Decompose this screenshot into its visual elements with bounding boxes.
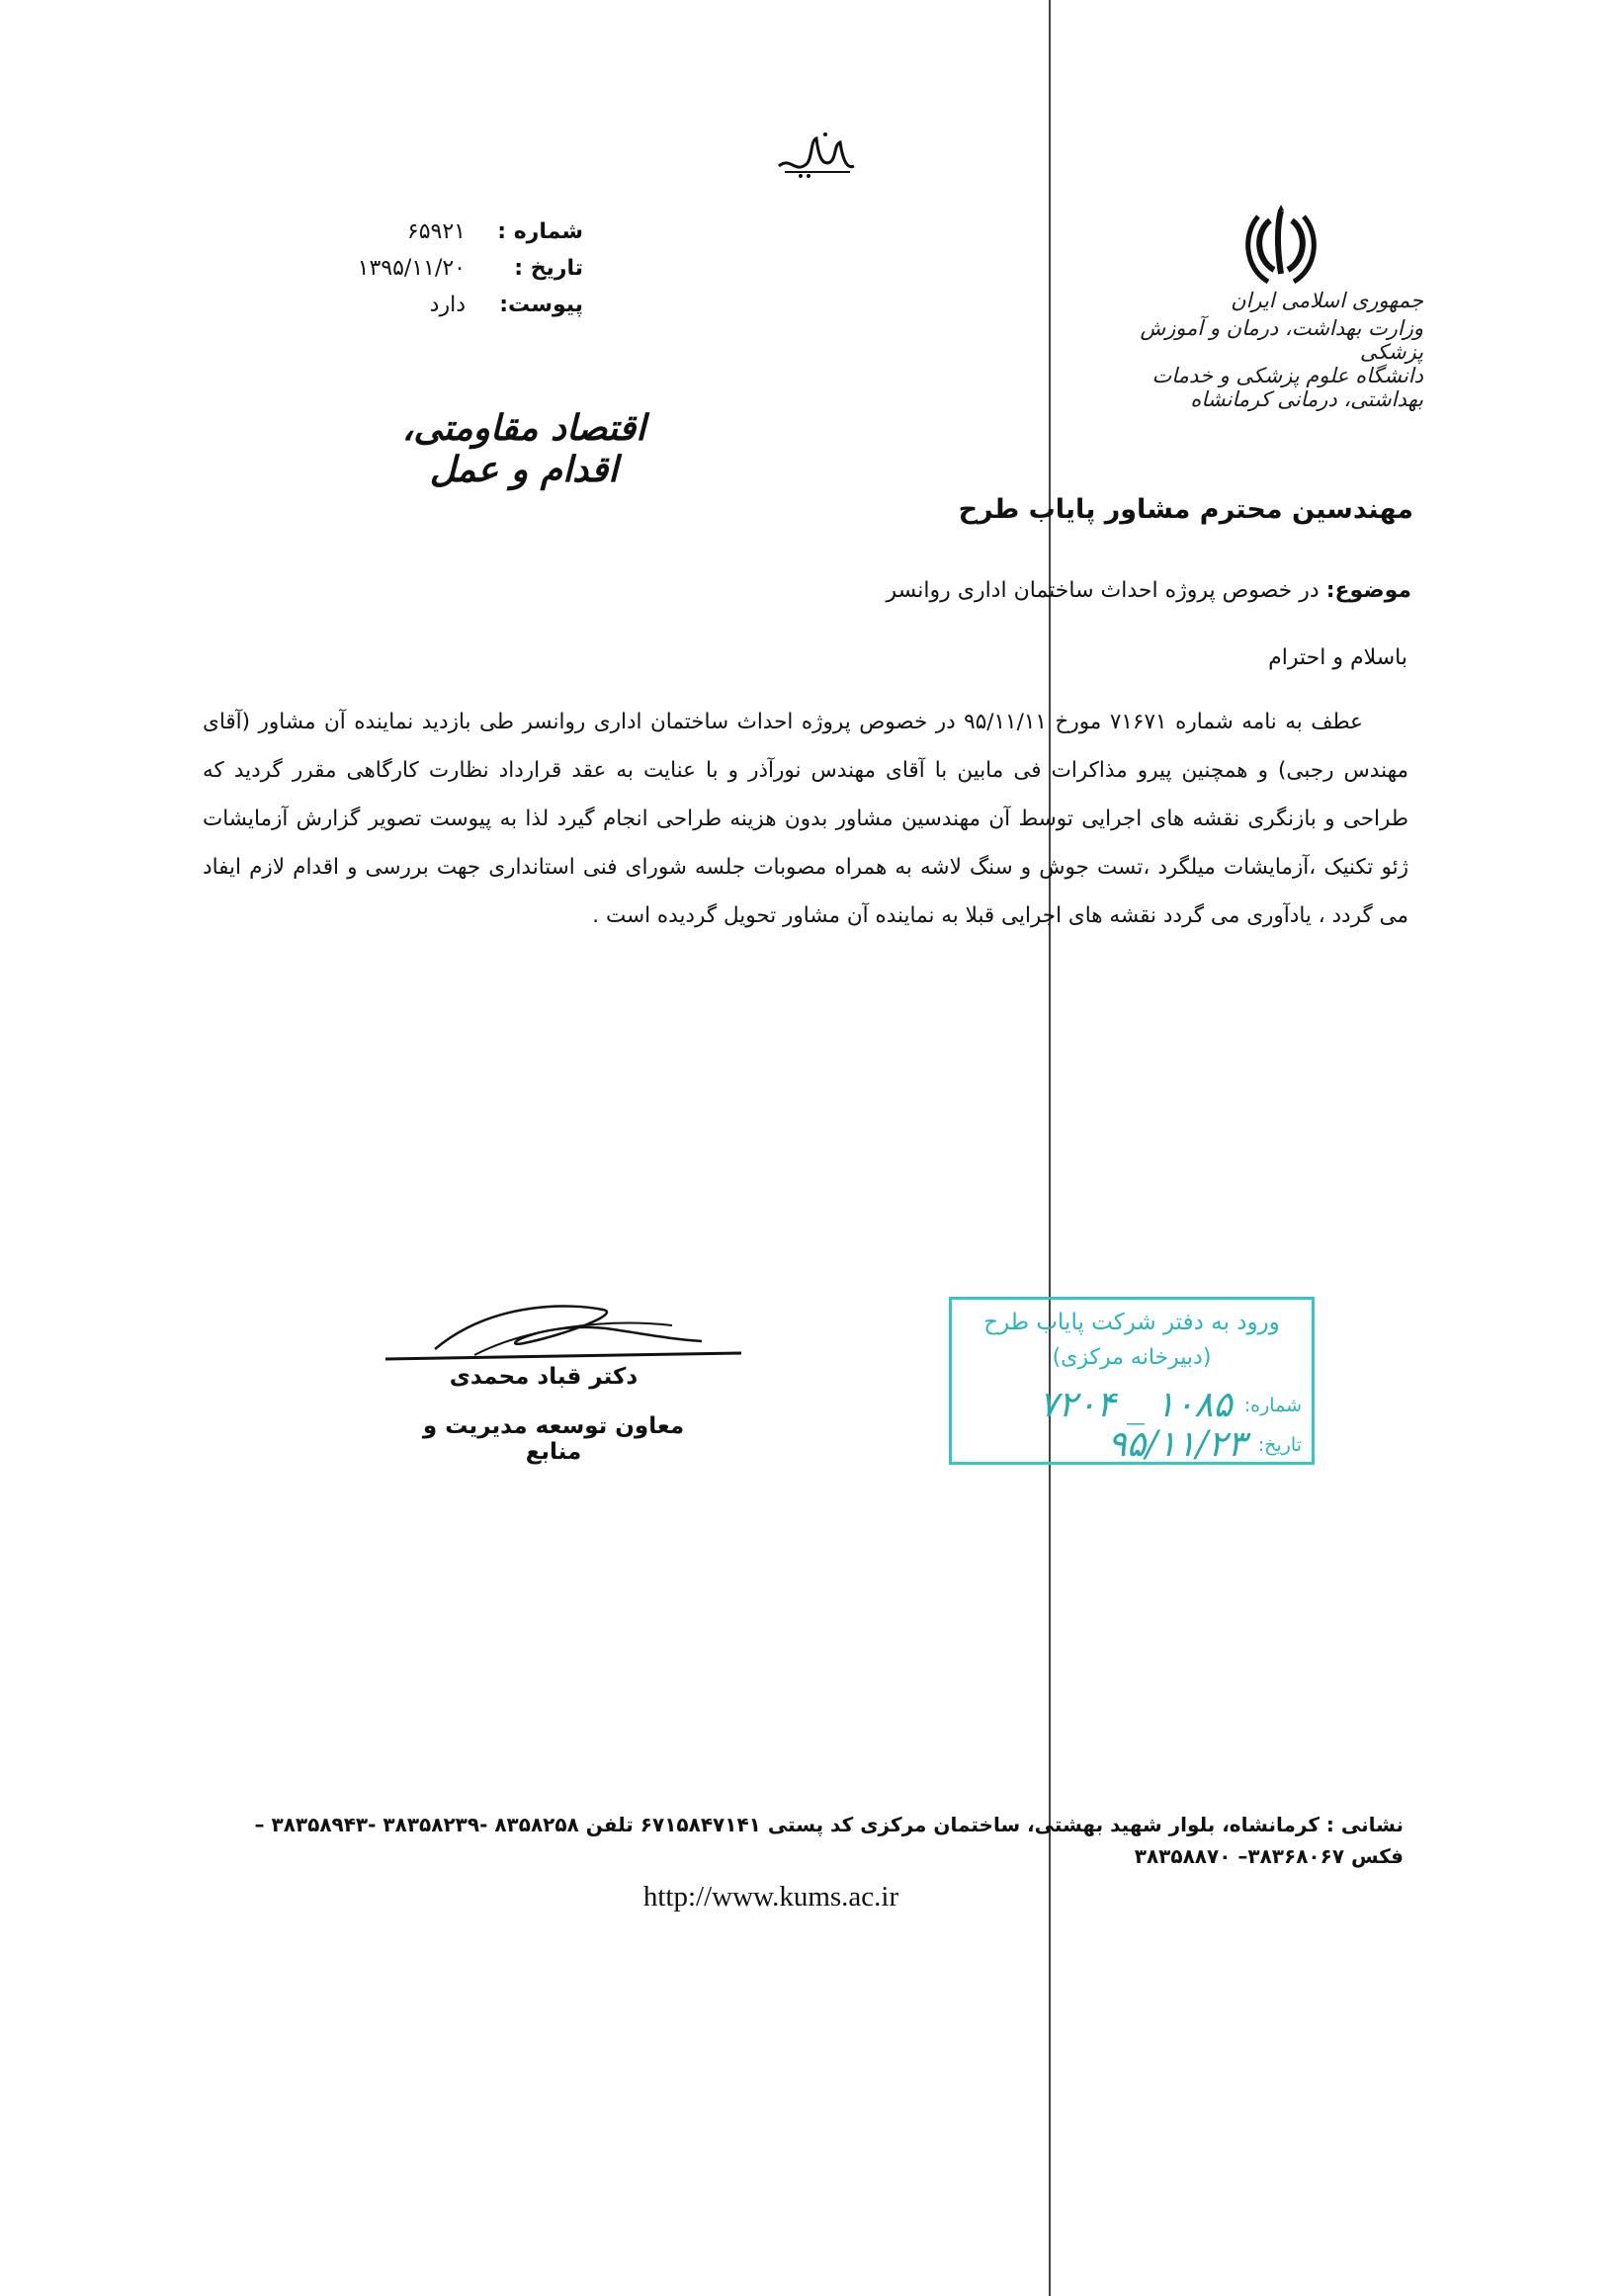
stamp-line2: (دبیرخانه مرکزی) [1052,1345,1212,1370]
meta-date-label: تاریخ : [514,256,583,281]
subject-label: موضوع: [1325,578,1411,603]
signer-name: دکتر قباد محمدی [449,1364,639,1390]
subject-text: در خصوص پروژه احداث ساختمان اداری روانسر [886,578,1320,603]
stamp-line1: ورود به دفتر شرکت پایاب طرح [983,1310,1280,1335]
page-fold-line [1049,0,1051,2296]
meta-attachment-row [326,293,583,317]
meta-date-value: ۱۳۹۵/۱۱/۲۰ [357,256,466,281]
letter-meta [326,219,583,317]
receipt-stamp [949,1297,1315,1465]
meta-number-value: ۶۵۹۲۱ [406,219,466,244]
iran-emblem-icon [1240,203,1321,290]
stamp-date-value: ۹۵/۱۱/۲۳ [1107,1424,1246,1465]
basmala-calligraphy [771,127,860,182]
meta-attachment-value: دارد [429,293,466,317]
stamp-number-label: شماره: [1243,1394,1302,1416]
footer-website-link[interactable]: http://www.kums.ac.ir [642,1881,899,1913]
stamp-date-row [970,1424,1302,1465]
meta-attachment-label: پیوست: [499,293,583,317]
recipient: مهندسین محترم مشاور پایاب طرح [958,494,1413,525]
stamp-number-value: ۱۰۸۵ _ ۷۲۰۴ [1039,1385,1233,1425]
stamp-number-row [970,1385,1302,1425]
meta-number-label: شماره : [497,219,583,244]
org-country: جمهوری اسلامی ایران [1231,289,1423,312]
signer-title: معاون توسعه مدیریت و منابع [422,1413,685,1465]
motto: اقتصاد مقاومتی، اقدام و عمل [401,407,646,490]
meta-number-row [326,219,583,244]
org-ministry: وزارت بهداشت، درمان و آموزش پزشکی [1140,316,1423,364]
letter-body: عطف به نامه شماره ۷۱۶۷۱ مورخ ۹۵/۱۱/۱۱ در خصوص پروژه احداث ساختمان اداری روانسر طی بازدید نماینده آن مشاور (آقای مهندس رجبی) و همچنین پیرو مذاکرات فی مابین با آقای مهندس نورآذر و با عنایت به عقد قرارداد نظارت کارگاهی مقرر گردید که طراحی و بازنگری نقشه های اجرایی توسط آن مهندسین مشاور بدون هزینه طراحی انجام گیرد لذا به پیوست تصویر گزارش آزمایشات ژئو تکنیک ،آزمایشات میلگرد ،تست جوش و سنگ لاشه به همراه مصوبات جلسه شورای فنی استانداری جهت بررسی و اقدام لازم ایفاد می گردد ، یادآوری می گردد نقشه های اجرایی قبلا به نماینده آن مشاور تحویل گردیده است . [203,710,1408,928]
org-university: دانشگاه علوم پزشکی و خدمات بهداشتی، درمانی کرمانشاه [1151,364,1423,411]
meta-date-row [326,256,583,281]
greeting: باسلام و احترام [1268,645,1407,670]
footer-address: نشانی : کرمانشاه، بلوار شهید بهشتی، ساختمان مرکزی کد پستی ۶۷۱۵۸۴۷۱۴۱ تلفن ۸۳۵۸۲۵۸ -۳۸۳۵۸۲۳۹ -۳۸۳۵۸۹۴۳ – فکس ۳۸۳۶۸۰۶۷– ۳۸۳۵۸۸۷۰ [254,1813,1404,1868]
stamp-date-label: تاریخ: [1257,1433,1302,1456]
signature-scribble [376,1290,751,1369]
subject-line [886,578,1411,603]
